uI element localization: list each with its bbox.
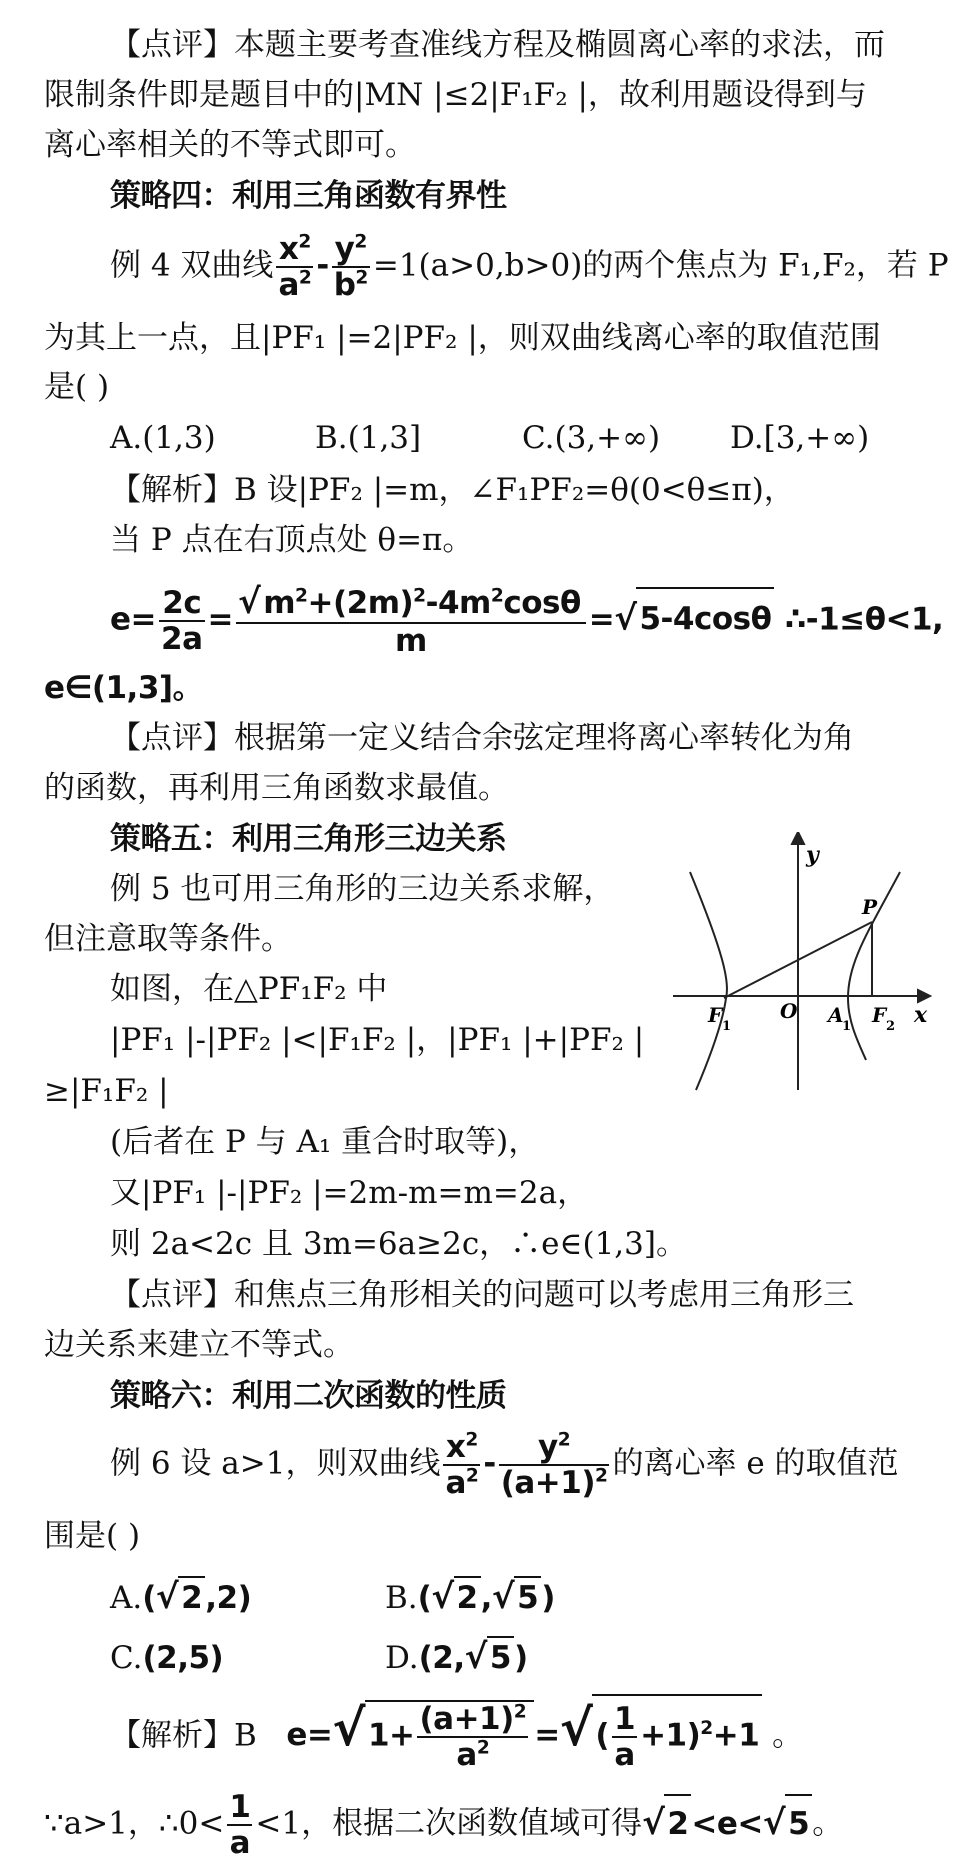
example-4-line2: 为其上一点，且|PF₁ |=2|PF₂ |，则双曲线离心率的取值范围 bbox=[44, 320, 881, 356]
solution-4-formula: e= $\frac{2c}{2a}$ = $\frac{√m^2+(2m)^2-4m^2\cos\theta}{m}$ =√5-4cosθ ∴-1≤θ<1, bbox=[110, 582, 944, 659]
example-5-line7: 又|PF₁ |-|PF₂ |=2m-m=m=2a， bbox=[110, 1175, 589, 1211]
example-5-line3: 如图，在△PF₁F₂ 中 bbox=[110, 971, 388, 1007]
example-5-line8: 则 2a<2c 且 3m=6a≥2c，∴e∈(1,3]。 bbox=[110, 1226, 687, 1262]
y-axis-arrow bbox=[792, 832, 804, 844]
example-6-line1: 例 6 设 a>1，则双曲线 $\frac{x^2}{a^2}$ - $\frac{y^2}{(a+1)^2}$ 的离心率 e 的取值范 bbox=[110, 1429, 899, 1502]
example-5-line1: 例 5 也可用三角形的三边关系求解， bbox=[110, 871, 615, 907]
review-5-line2: 边关系来建立不等式。 bbox=[44, 1327, 354, 1363]
review-5-line1: 【点评】和焦点三角形相关的问题可以考虑用三角形三 bbox=[110, 1277, 854, 1313]
solution-4-line2: 当 P 点在右顶点处 θ=π。 bbox=[110, 522, 474, 558]
option-c: C.(3,+∞) bbox=[522, 420, 661, 456]
review-4-line2: 的函数，再利用三角函数求最值。 bbox=[44, 770, 509, 806]
example-5-line4: |PF₁ |-|PF₂ |<|F₁F₂ |，|PF₁ |+|PF₂ | bbox=[110, 1022, 645, 1058]
solution-4-line1: 【解析】B 设|PF₂ |=m，∠F₁PF₂=θ(0<θ≤π)， bbox=[110, 472, 795, 508]
example-5-line5: ≥|F₁F₂ | bbox=[44, 1073, 169, 1109]
x-label: x bbox=[914, 1002, 928, 1028]
strategy-4-heading: 策略四：利用三角函数有界性 bbox=[110, 178, 507, 214]
option-a: A.(1,3) bbox=[110, 420, 216, 456]
review-3-line1: 【点评】本题主要考查准线方程及椭圆离心率的求法，而 bbox=[110, 27, 885, 63]
example-4-condition: =1(a>0,b>0)的两个焦点为 F₁,F₂，若 P bbox=[372, 247, 949, 284]
option-b6: B.(√2,√5) bbox=[385, 1577, 555, 1617]
example-6-options-row1 bbox=[110, 1576, 922, 1618]
fraction-1-a: $\frac{1}{a}$ bbox=[229, 1789, 251, 1861]
option-d: D.[3,+∞) bbox=[730, 420, 870, 456]
example-4-line1: 例 4 双曲线 $\frac{x^2}{a^2}$ - $\frac{y^2}{b^2}$ =1(a>0,b>0)的两个焦点为 F₁,F₂，若 P bbox=[110, 231, 949, 304]
example-4-intro: 例 4 双曲线 bbox=[110, 247, 274, 284]
point-a1-label: A bbox=[828, 1003, 844, 1027]
hyperbola-figure bbox=[668, 832, 932, 1100]
example-5-line6: (后者在 P 与 A₁ 重合时取等)， bbox=[110, 1124, 540, 1160]
point-p-label: P bbox=[862, 895, 878, 919]
point-f1-label: F bbox=[708, 1003, 723, 1027]
example-6-line2: 围是( ) bbox=[44, 1518, 141, 1554]
solution-6-line2: ∵a>1，∴0< $\frac{1}{a}$ <1，根据二次函数值域可得√2<e<√5。 bbox=[44, 1789, 844, 1861]
review-4-line1: 【点评】根据第一定义结合余弦定理将离心率转化为角 bbox=[110, 720, 854, 756]
review-3-line2: 限制条件即是题目中的|MN |≤2|F₁F₂ |，故利用题设得到与 bbox=[44, 77, 867, 113]
point-a1-sub: 1 bbox=[842, 1019, 852, 1034]
example-4-line3: 是( ) bbox=[44, 369, 110, 405]
strategy-6-heading: 策略六：利用二次函数的性质 bbox=[110, 1378, 507, 1414]
fraction-cosine-law: $\frac{√m^2+(2m)^2-4m^2\cos\theta}{m}$ bbox=[236, 584, 586, 658]
solution-6-label: 【解析】B bbox=[110, 1717, 257, 1754]
example-6-tail: 的离心率 e 的取值范 bbox=[612, 1445, 899, 1482]
fraction-2c-2a: $\frac{2c}{2a}$ bbox=[161, 584, 203, 657]
point-f2-sub: 2 bbox=[886, 1019, 896, 1034]
left-branch bbox=[690, 872, 727, 1090]
point-f1-sub: 1 bbox=[722, 1019, 732, 1034]
solution-4-range: ∴-1≤θ<1, bbox=[784, 601, 944, 638]
origin-label: O bbox=[780, 999, 798, 1023]
option-a6: A.(√2,2) bbox=[110, 1577, 252, 1617]
example-4-options bbox=[110, 418, 922, 458]
y-label: y bbox=[806, 842, 819, 868]
solution-6-line1: 【解析】B e=√1+ $\frac{(a+1)^2}{a^2}$ =√( $\frac{1}{a}$ +1)$^2$+1 。 bbox=[110, 1694, 922, 1772]
x-axis-arrow bbox=[918, 990, 930, 1002]
fraction-x2-a2-e6: $\frac{x^2}{a^2}$ bbox=[445, 1429, 479, 1502]
fraction-y2-b2: $\frac{y^2}{b^2}$ bbox=[333, 231, 368, 304]
point-f2-label: F bbox=[872, 1003, 887, 1027]
option-b: B.(1,3] bbox=[315, 420, 422, 456]
example-6-intro: 例 6 设 a>1，则双曲线 bbox=[110, 1445, 441, 1482]
strategy-5-heading: 策略五：利用三角形三边关系 bbox=[110, 821, 507, 857]
option-c6: C.(2,5) bbox=[110, 1640, 224, 1676]
solution-4-result: e∈(1,3]。 bbox=[44, 670, 204, 706]
solution-6-end: 。 bbox=[812, 1805, 844, 1842]
solution-6-mid: <1，根据二次函数值域可得 bbox=[255, 1805, 643, 1842]
review-3-line3: 离心率相关的不等式即可。 bbox=[44, 127, 416, 163]
example-5-line2: 但注意取等条件。 bbox=[44, 921, 292, 957]
option-d6: D.(2,√5) bbox=[385, 1637, 528, 1677]
fraction-y2-a1sq: $\frac{y^2}{(a+1)^2}$ bbox=[500, 1429, 608, 1502]
solution-6-pre: ∵a>1，∴0< bbox=[44, 1805, 225, 1842]
example-6-options-row2 bbox=[110, 1636, 922, 1678]
fraction-x2-a2: $\frac{x^2}{a^2}$ bbox=[278, 231, 312, 304]
